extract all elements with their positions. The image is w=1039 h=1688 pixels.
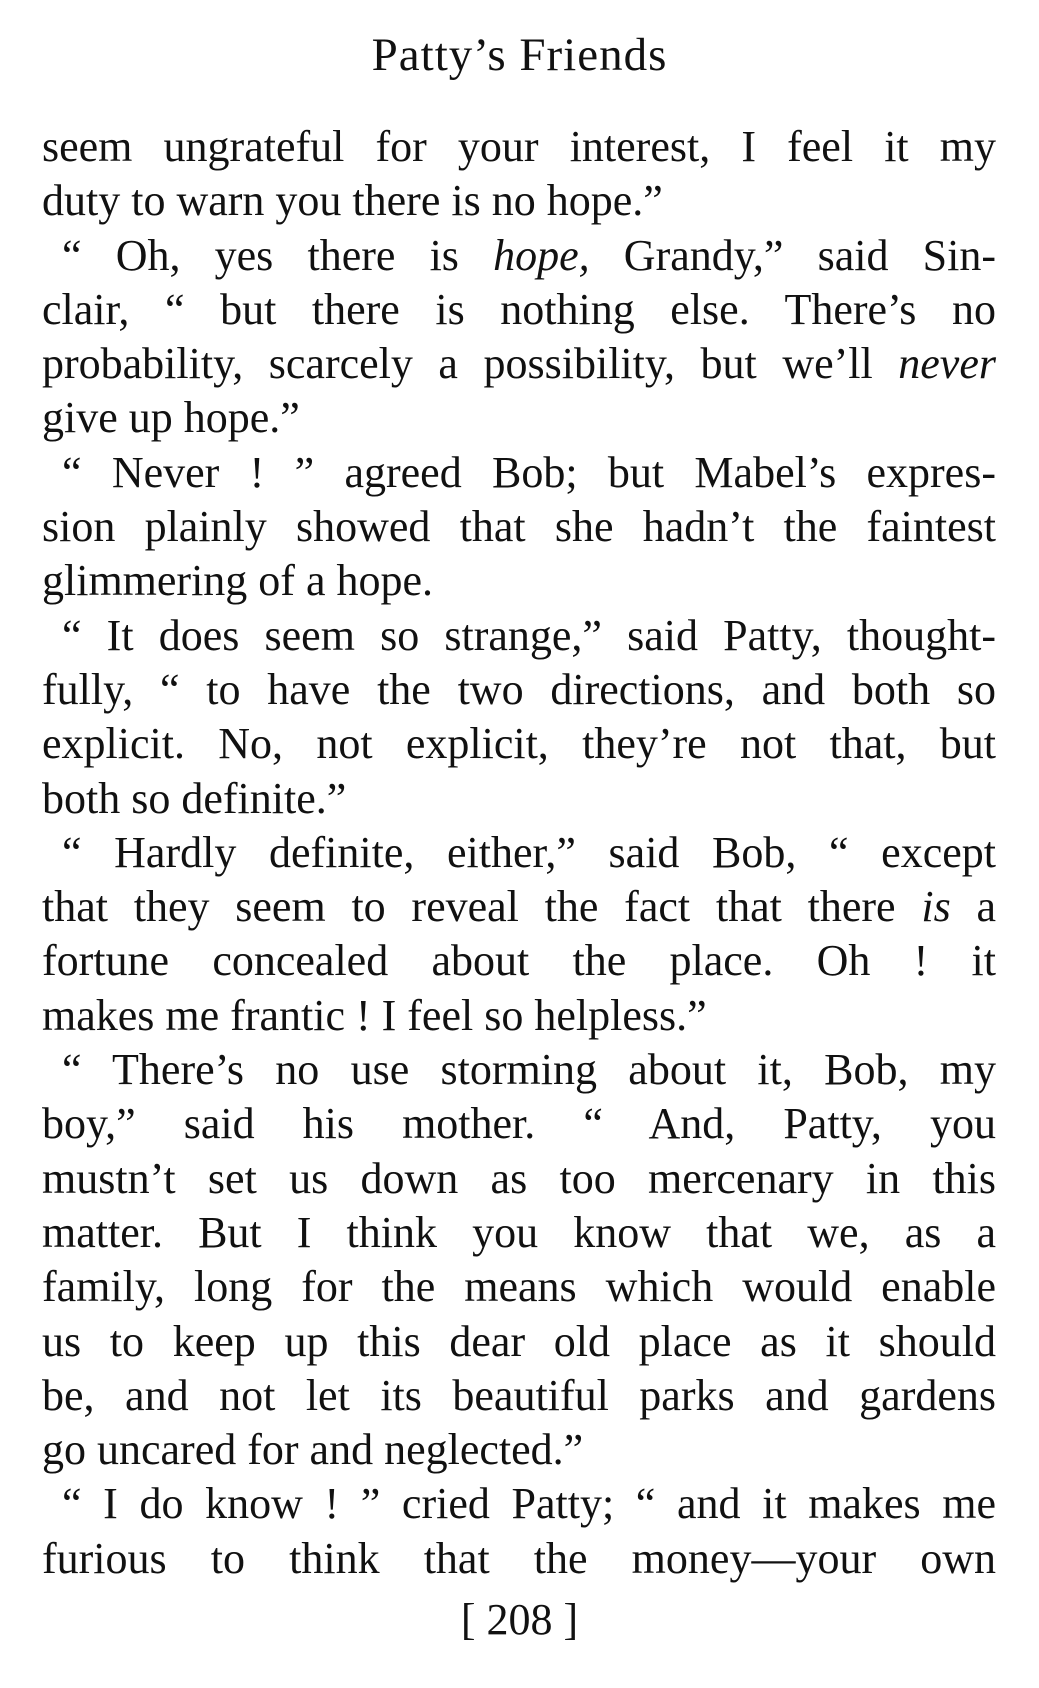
text-line: furious to think that the money—your own <box>42 1533 996 1583</box>
text-line: us to keep up this dear old place as it should <box>42 1316 996 1366</box>
text-line: boy,” said his mother. “ And, Patty, you <box>42 1099 996 1149</box>
page-number: [ 208 ] <box>460 1595 579 1644</box>
text-line: “ I do know ! ” cried Patty; “ and it makes me <box>62 1479 996 1529</box>
text-line: explicit. No, not explicit, they’re not that, but <box>42 719 996 769</box>
text-line: seem ungrateful for your interest, I feel it my <box>42 122 996 171</box>
text-line: both so definite.” <box>42 773 347 823</box>
text-line: mustn’t set us down as too mercenary in this <box>42 1153 996 1203</box>
text-line: makes me frantic ! I feel so helpless.” <box>42 990 707 1040</box>
text-line: probability, scarcely a possibility, but we’ll never <box>42 339 996 389</box>
text-line: duty to warn you there is no hope.” <box>42 176 663 226</box>
text-line: family, long for the means which would enable <box>42 1262 996 1312</box>
text-line: be, and not let its beautiful parks and gardens <box>42 1370 996 1420</box>
text-line: go uncared for and neglected.” <box>42 1425 584 1475</box>
text-line: sion plainly showed that she hadn’t the faintest <box>42 502 996 552</box>
body-text <box>42 120 996 1586</box>
text-line: glimmering of a hope. <box>42 556 434 606</box>
text-line: “ Hardly definite, either,” said Bob, “ except <box>62 827 996 877</box>
text-line: give up hope.” <box>42 393 300 443</box>
running-title: Patty’s Friends <box>371 29 668 81</box>
emphasis: is <box>921 882 951 932</box>
text-line: “ Oh, yes there is hope, Grandy,” said Sin- <box>62 230 996 280</box>
text-line: “ There’s no use storming about it, Bob, my <box>62 1045 996 1095</box>
text-line: “ It does seem so strange,” said Patty, thought- <box>62 610 996 660</box>
text-line: “ Never ! ” agreed Bob; but Mabel’s expres- <box>62 447 996 497</box>
text-line: that they seem to reveal the fact that there is a <box>42 882 996 932</box>
emphasis: never <box>898 339 996 389</box>
emphasis: hope, <box>493 230 590 280</box>
text-line: matter. But I think you know that we, as a <box>42 1207 996 1257</box>
text-line: fortune concealed about the place. Oh ! it <box>42 936 996 986</box>
text-line: fully, “ to have the two directions, and both so <box>42 664 996 714</box>
text-line: clair, “ but there is nothing else. There’s no <box>42 284 996 334</box>
